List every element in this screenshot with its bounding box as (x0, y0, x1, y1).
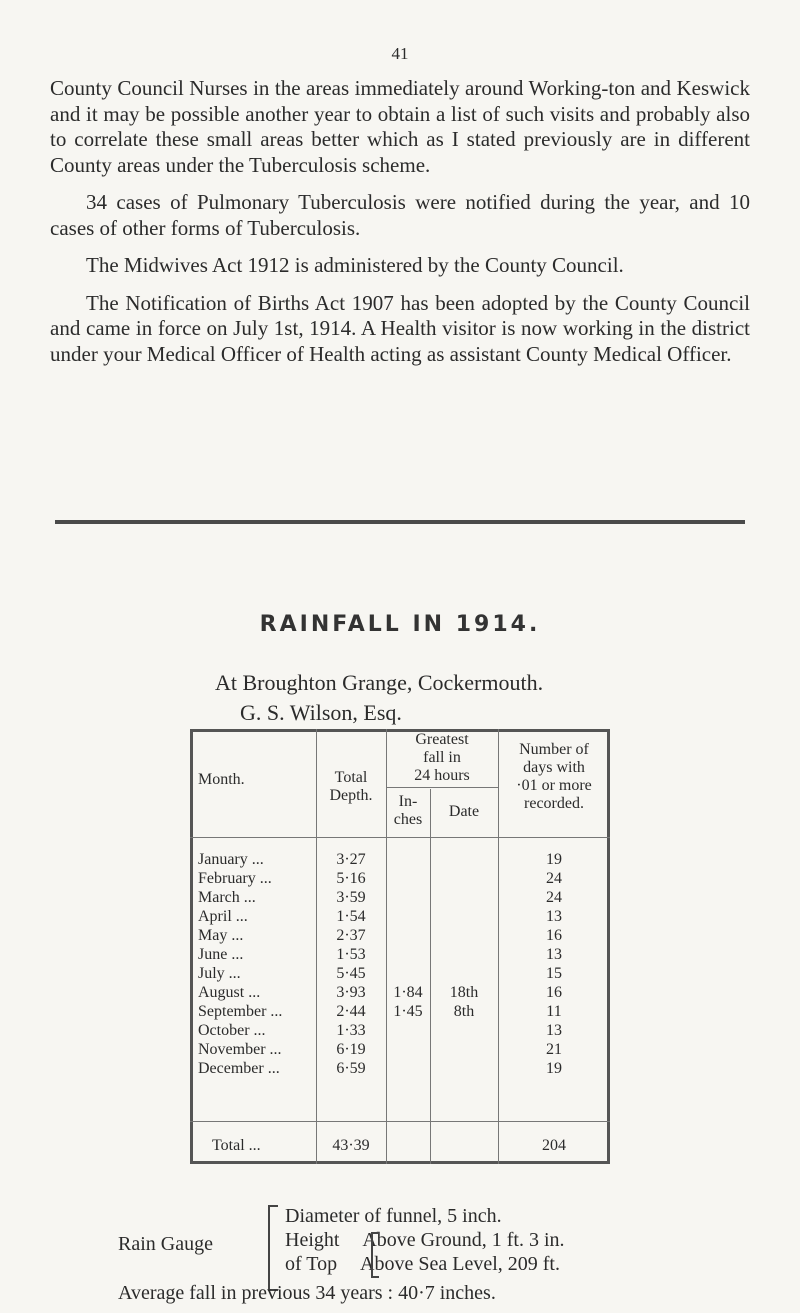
depth-value: 3·59 (336, 889, 366, 906)
rain-gauge-details (285, 1204, 565, 1276)
days-value: 19 (546, 851, 562, 868)
table-row (190, 965, 610, 985)
header-days-line: recorded. (524, 795, 584, 812)
table-row (190, 1022, 610, 1042)
header-inches-line: In- (398, 793, 418, 810)
table-row (190, 851, 610, 871)
depth-value: 5·45 (336, 965, 366, 982)
header-total-depth (316, 769, 386, 805)
gauge-height-value: Above Ground, 1 ft. 3 in. (362, 1229, 565, 1251)
days-value: 11 (546, 1003, 562, 1020)
gauge-top-label: of Top (285, 1253, 338, 1275)
total-depth-value: 43·39 (332, 1137, 370, 1154)
month-label: December ... (198, 1060, 280, 1077)
observer-line: G. S. Wilson, Esq. (240, 700, 402, 725)
header-inches-line: ches (393, 811, 423, 828)
header-greatest-line: fall in (423, 749, 461, 766)
header-greatest-line: Greatest (415, 731, 469, 748)
days-value: 24 (546, 889, 562, 906)
days-value: 13 (546, 946, 562, 963)
table-border-bottom (190, 1161, 610, 1164)
gauge-line (285, 1228, 565, 1252)
total-rule (190, 1121, 610, 1122)
table-row (190, 1041, 610, 1061)
depth-value: 2·44 (336, 1003, 366, 1020)
depth-value: 1·54 (336, 908, 366, 925)
header-days-line: Number of (519, 741, 589, 758)
table-row (190, 908, 610, 928)
days-value: 24 (546, 870, 562, 887)
days-value: 13 (546, 908, 562, 925)
brace (268, 1205, 278, 1291)
header-month: Month. (198, 771, 245, 788)
section-divider (55, 520, 745, 524)
depth-value: 2·37 (336, 927, 366, 944)
date-value: 8th (453, 1003, 475, 1020)
paragraph: The Midwives Act 1912 is administered by the County Council. (86, 253, 624, 277)
month-label: January ... (198, 851, 264, 868)
gauge-top-value: Above Sea Level, 209 ft. (360, 1253, 560, 1275)
total-days-value: 204 (542, 1137, 566, 1154)
depth-value: 6·19 (336, 1041, 366, 1058)
header-days-line: days with (523, 759, 585, 776)
table-row (190, 889, 610, 909)
gauge-line (285, 1252, 565, 1276)
paragraph: 34 cases of Pulmonary Tuberculosis were notified during the year, and 10 cases of other forms of Tuberculosis. (50, 190, 750, 240)
month-label: July ... (198, 965, 241, 982)
rainfall-table (190, 729, 610, 1164)
month-label: May ... (198, 927, 244, 944)
depth-value: 3·27 (336, 851, 366, 868)
location-line: At Broughton Grange, Cockermouth. (215, 670, 544, 695)
header-rule (190, 837, 610, 838)
month-label: August ... (198, 984, 261, 1001)
days-value: 13 (546, 1022, 562, 1039)
header-greatest-line: 24 hours (414, 767, 470, 784)
total-label: Total ... (212, 1137, 261, 1154)
month-label: October ... (198, 1022, 266, 1039)
month-label: November ... (198, 1041, 282, 1058)
month-label: April ... (198, 908, 248, 925)
days-value: 19 (546, 1060, 562, 1077)
header-date: Date (448, 803, 480, 820)
month-label: February ... (198, 870, 272, 887)
depth-value: 6·59 (336, 1060, 366, 1077)
gauge-height-label: Height (285, 1229, 340, 1251)
table-row (190, 927, 610, 947)
date-value: 18th (449, 984, 479, 1001)
rain-gauge-label: Rain Gauge (118, 1233, 213, 1255)
table-row (190, 984, 610, 1004)
table-row (190, 946, 610, 966)
days-value: 21 (546, 1041, 562, 1058)
depth-value: 3·93 (336, 984, 366, 1001)
average-fall: Average fall in previous 34 years : 40·7 inches. (118, 1282, 496, 1304)
month-label: March ... (198, 889, 256, 906)
depth-value: 1·53 (336, 946, 366, 963)
month-label: September ... (198, 1003, 283, 1020)
header-inches (386, 793, 430, 829)
days-value: 15 (546, 965, 562, 982)
table-row (190, 1060, 610, 1080)
rainfall-heading: RAINFALL IN 1914. (259, 612, 541, 637)
inches-value: 1·45 (393, 1003, 423, 1020)
brace (371, 1232, 379, 1278)
body-text (50, 76, 750, 379)
header-total-line: Total (334, 769, 368, 786)
table-row (190, 1003, 610, 1023)
total-row (190, 1137, 610, 1157)
paragraph: The Notification of Births Act 1907 has been adopted by the County Council and came in force on July 1st, 1914. A Health visitor is now working in the district under your Medical Officer of Health acting as assistant County Medical Officer. (50, 290, 750, 366)
header-subrule (386, 787, 498, 788)
depth-value: 5·16 (336, 870, 366, 887)
header-days (498, 741, 610, 813)
gauge-line: Diameter of funnel, 5 inch. (285, 1205, 502, 1227)
table-row (190, 870, 610, 890)
inches-value: 1·84 (393, 984, 423, 1001)
page-number: 41 (391, 44, 409, 63)
header-greatest-fall (386, 731, 498, 785)
depth-value: 1·33 (336, 1022, 366, 1039)
paragraph: County Council Nurses in the areas immediately around Working-ton and Keswick and it may be possible another year to obtain a list of such visits and probably also to correlate these small areas better which as I stated previously are in different County areas under the Tuberculosis scheme. (50, 76, 750, 177)
header-total-line: Depth. (329, 787, 373, 804)
header-days-line: ·01 or more (516, 777, 592, 794)
month-label: June ... (198, 946, 244, 963)
days-value: 16 (546, 927, 562, 944)
days-value: 16 (546, 984, 562, 1001)
